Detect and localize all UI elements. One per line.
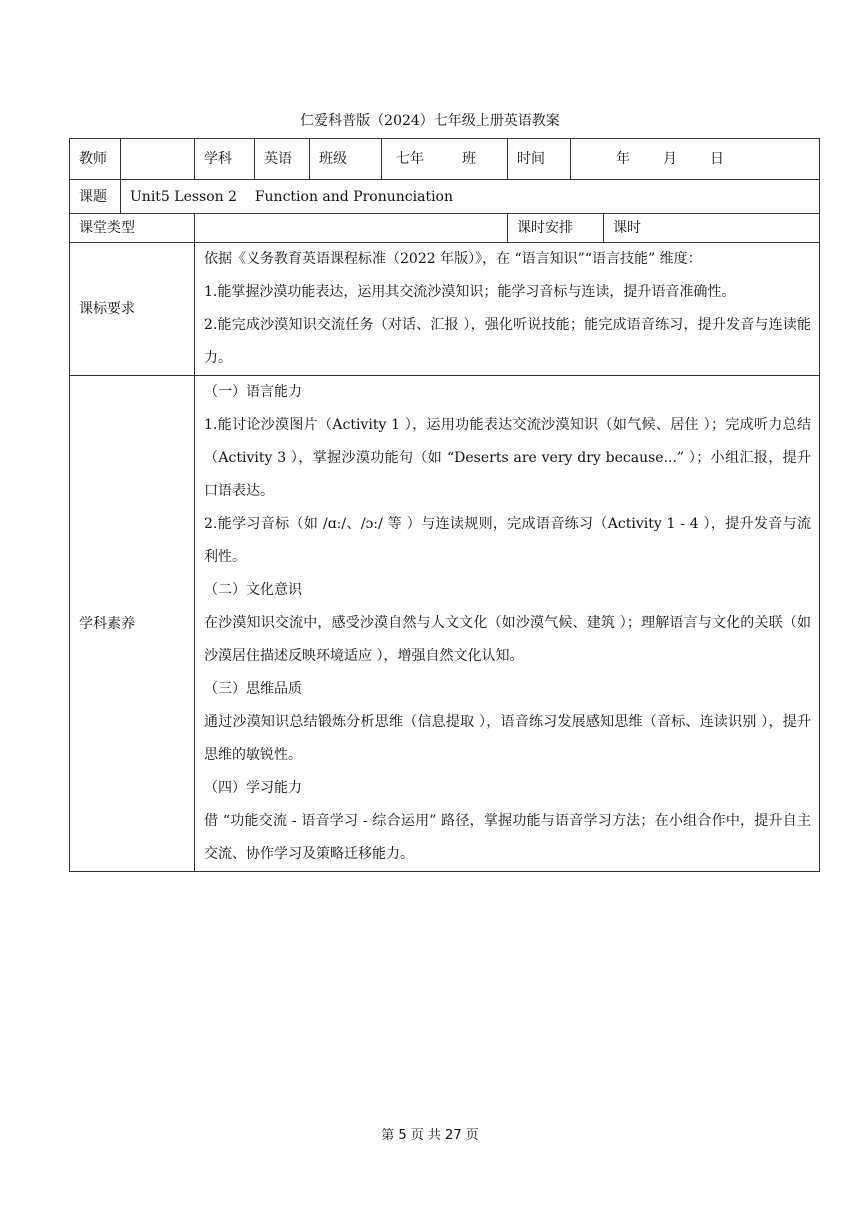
topic-value: Unit5 Lesson 2 Function and Pronunciation — [121, 180, 820, 214]
teacher-value — [121, 139, 195, 180]
competency-label: 学科素养 — [70, 376, 195, 872]
class-type-label: 课堂类型 — [70, 214, 195, 243]
standards-row — [70, 243, 820, 376]
section-heading-learning: （四）学习能力 — [204, 780, 302, 796]
teacher-label: 教师 — [70, 139, 121, 180]
standards-item-2: 2.能完成沙漠知识交流任务（对话、汇报 ），强化听说技能；能完成语音练习，提升发音与连读能力。 — [204, 317, 811, 366]
page-footer: 第 5 页 共 27 页 — [381, 1128, 479, 1143]
competency-row — [70, 376, 820, 872]
time-year: 年 — [616, 151, 630, 167]
subject-label: 学科 — [195, 139, 255, 180]
class-grade: 七年 — [396, 151, 424, 167]
schedule-label: 课时安排 — [508, 214, 604, 243]
time-month: 月 — [663, 151, 677, 167]
schedule-value: 课时 — [604, 214, 820, 243]
topic-row — [70, 180, 820, 214]
lesson-plan-table — [69, 138, 820, 872]
culture-paragraph: 在沙漠知识交流中，感受沙漠自然与人文文化（如沙漠气候、建筑 ）；理解语言与文化的关联（如沙漠居住描述反映环境适应 ），增强自然文化认知。 — [204, 615, 811, 664]
competency-content — [195, 376, 820, 872]
standards-label: 课标要求 — [70, 243, 195, 376]
class-value — [382, 139, 508, 180]
thinking-paragraph: 通过沙漠知识总结锻炼分析思维（信息提取 ），语音练习发展感知思维（音标、连读识别 ），提升思维的敏锐性。 — [204, 714, 811, 763]
type-row — [70, 214, 820, 243]
language-paragraph-2: 2.能学习音标（如 /ɑː/、/ɔː/ 等 ）与连读规则，完成语音练习（Activity 1 - 4 ），提升发音与流利性。 — [204, 516, 811, 565]
section-heading-language: （一）语言能力 — [204, 384, 302, 400]
standards-content — [195, 243, 820, 376]
class-label: 班级 — [310, 139, 382, 180]
info-row — [70, 139, 820, 180]
language-paragraph-1: 1.能讨论沙漠图片（Activity 1 ），运用功能表达交流沙漠知识（如气候、居住 ）；完成听力总结（Activity 3 ），掌握沙漠功能句（如 “Deserts are very dry because...” ）；小组汇报，提升口语表达。 — [204, 417, 811, 499]
time-value — [571, 139, 820, 180]
section-heading-culture: （二）文化意识 — [204, 582, 302, 598]
standards-item-1: 1.能掌握沙漠功能表达，运用其交流沙漠知识；能学习音标与连读，提升语音准确性。 — [204, 284, 736, 300]
time-day: 日 — [710, 151, 724, 167]
section-heading-thinking: （三）思维品质 — [204, 681, 302, 697]
document-title: 仁爱科普版（2024）七年级上册英语教案 — [300, 113, 560, 129]
time-label: 时间 — [508, 139, 571, 180]
topic-label: 课题 — [70, 180, 121, 214]
subject-value: 英语 — [255, 139, 310, 180]
class-type-value — [195, 214, 508, 243]
learning-paragraph: 借 “功能交流 - 语音学习 - 综合运用” 路径，掌握功能与语音学习方法；在小组合作中，提升自主交流、协作学习及策略迁移能力。 — [204, 813, 811, 862]
class-suffix: 班 — [462, 151, 476, 167]
standards-intro: 依据《义务教育英语课程标准（2022 年版）》，在 “语言知识”“语言技能” 维度： — [204, 251, 702, 267]
